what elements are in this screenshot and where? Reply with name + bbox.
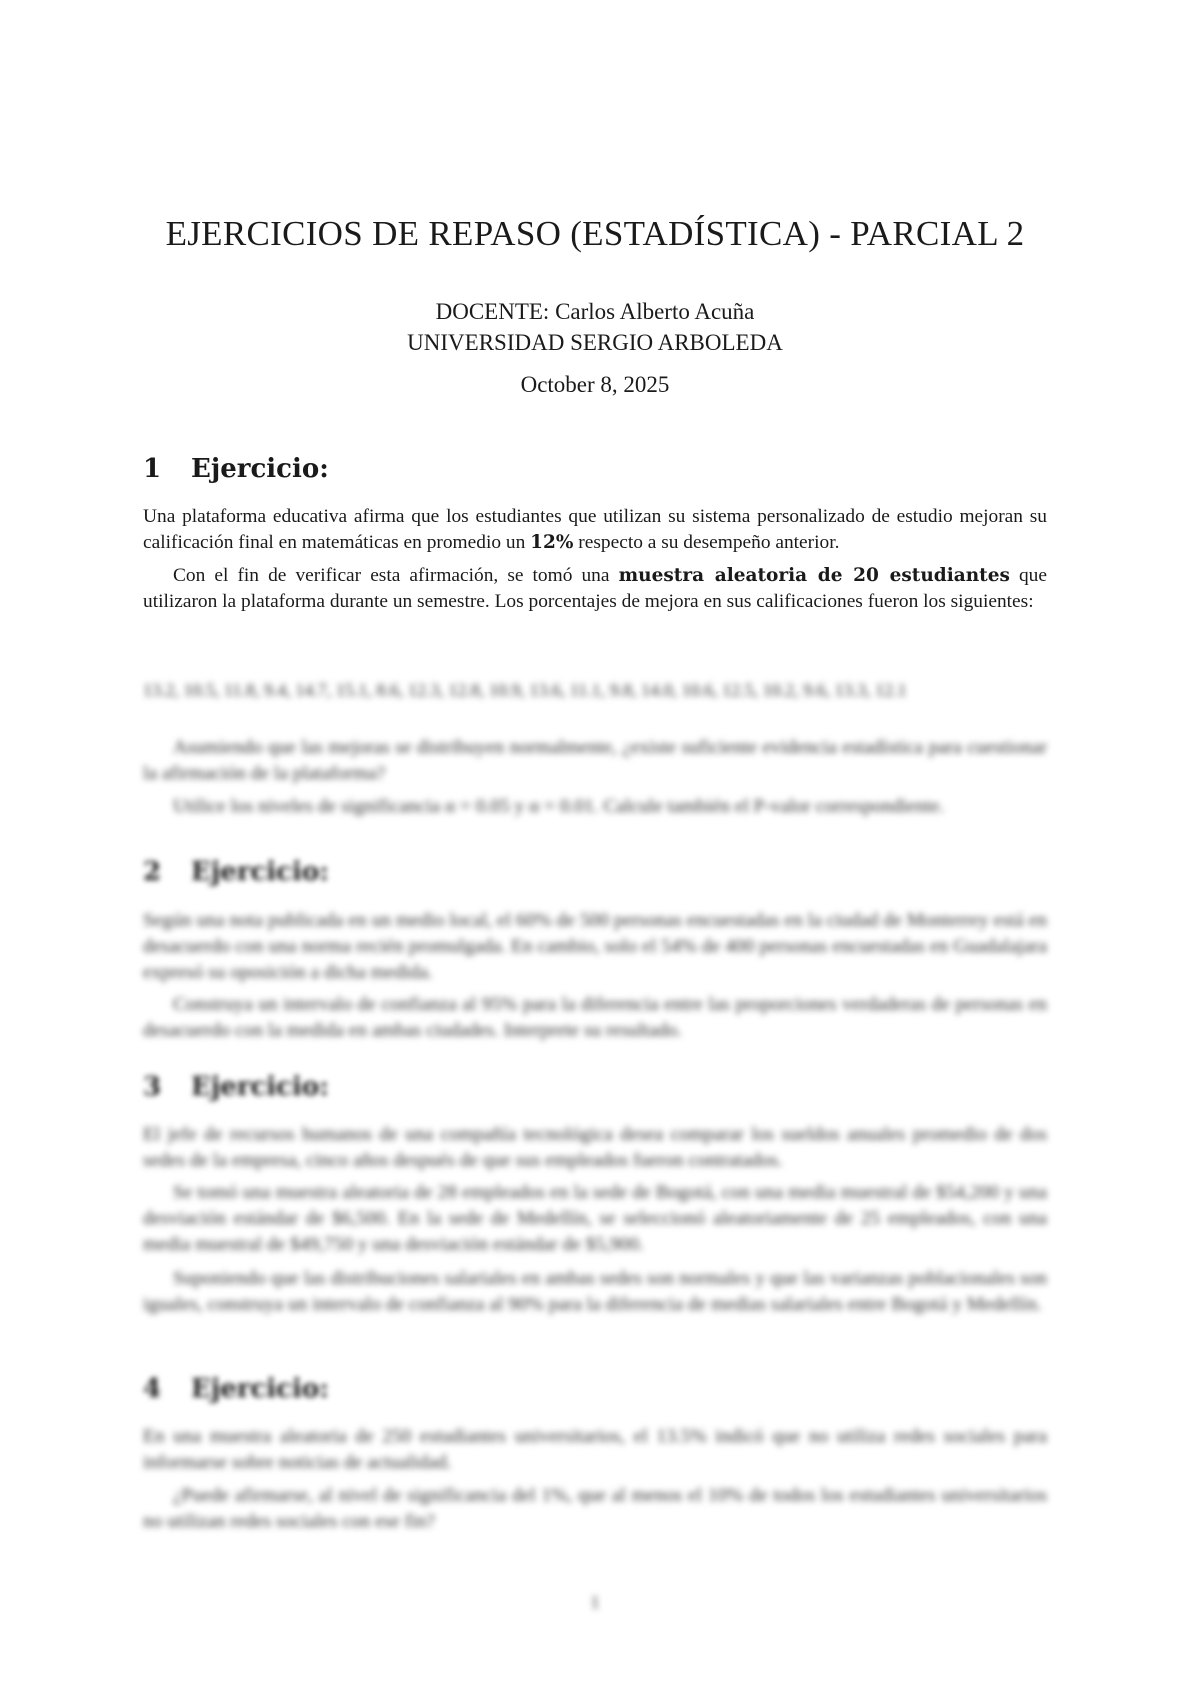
- section-2-paragraph-2: Construya un intervalo de confianza al 95% para la diferencia entre las proporciones verdaderas de personas en desacuerdo con la medida en ambas ciudades. Interprete su resultado.: [143, 994, 1047, 1041]
- section-1-number: 1: [143, 454, 162, 484]
- improvement-data-values: 13.2, 10.5, 11.8, 9.4, 14.7, 15.1, 8.6, 12.3, 12.8, 10.9, 13.6, 11.1, 9.8, 14.0, 10.6, 12.5, 10.2, 9.6, 13.3, 12.1: [143, 680, 907, 700]
- institution-name: UNIVERSIDAD SERGIO ARBOLEDA: [407, 330, 783, 355]
- section-4-paragraph-2: ¿Puede afirmarse, al nivel de significancia del 1%, que al menos el 10% de todos los estudiantes universitarios no utilizan redes sociales con ese fin?: [143, 1485, 1047, 1532]
- claimed-improvement: 12%: [530, 532, 574, 553]
- section-1-title: Ejercicio:: [191, 454, 329, 484]
- section-2-paragraph-1: Según una nota publicada en un medio local, el 60% de 500 personas encuestadas en la ciudad de Monterrey está en desacuerdo con una norma recién promulgada. En cambio, solo el 54% de 400 personas encuestadas en Guadalajara expresó su oposición a dicha medida.: [143, 910, 1047, 983]
- section-4-title: Ejercicio:: [191, 1374, 329, 1404]
- author-name: DOCENTE: Carlos Alberto Acuña: [435, 299, 755, 324]
- section-3-heading: [143, 1072, 329, 1102]
- sample-description: muestra aleatoria de 20 estudiantes: [618, 565, 1010, 586]
- document-date: October 8, 2025: [520, 372, 670, 397]
- section-4-paragraph-1: En una muestra aleatoria de 250 estudiantes universitarios, el 13.5% indicó que no utiliza redes sociales para informarse sobre noticias de actualidad.: [143, 1426, 1047, 1473]
- section-1-paragraph-3: Asumiendo que las mejoras se distribuyen normalmente, ¿existe suficiente evidencia estadística para cuestionar la afirmación de la plataforma?: [143, 737, 1047, 784]
- section-2-heading: [143, 857, 329, 887]
- section-2-title: Ejercicio:: [191, 857, 329, 887]
- page-number: 1: [590, 1592, 600, 1612]
- section-3-paragraph-3: Suponiendo que las distribuciones salariales en ambas sedes son normales y que las varianzas poblacionales son iguales, construya un intervalo de confianza al 90% para la diferencia de medias salariales entre Bogotá y Medellín.: [143, 1268, 1047, 1315]
- section-4-number: 4: [143, 1374, 162, 1404]
- section-3-paragraph-2: Se tomó una muestra aleatoria de 28 empleados en la sede de Bogotá, con una media muestral de $54,200 y una desviación estándar de $6,500. En la sede de Medellín, se seleccionó aleatoriamente de 25 empleados, con una media muestral de $49,750 y una desviación estándar de $5,900.: [143, 1182, 1047, 1255]
- section-1-paragraph-2: Con el fin de verificar esta afirmación, se tomó una muestra aleatoria de 20 estudiantes que utilizaron la plataforma durante un semestre. Los porcentajes de mejora en sus calificaciones fueron los siguientes:: [143, 565, 1047, 612]
- section-4-heading: [143, 1374, 329, 1404]
- section-3-number: 3: [143, 1072, 162, 1102]
- section-3-paragraph-1: El jefe de recursos humanos de una compañía tecnológica desea comparar los sueldos anuales promedio de dos sedes de la empresa, cinco años después de que sus empleados fueron contratados.: [143, 1124, 1047, 1171]
- section-1-paragraph-1: Una plataforma educativa afirma que los estudiantes que utilizan su sistema personalizado de estudio mejoran su calificación final en matemáticas en promedio un 12% respecto a su desempeño anterior.: [143, 506, 1047, 553]
- section-1-heading: [143, 454, 329, 484]
- section-3-title: Ejercicio:: [191, 1072, 329, 1102]
- section-2-number: 2: [143, 857, 162, 887]
- author-block: [0, 296, 1190, 358]
- section-1-paragraph-4: Utilice los niveles de significancia α = 0.05 y α = 0.01. Calcule también el P-valor correspondiente.: [173, 796, 945, 817]
- document-title: EJERCICIOS DE REPASO (ESTADÍSTICA) - PARCIAL 2: [165, 214, 1025, 253]
